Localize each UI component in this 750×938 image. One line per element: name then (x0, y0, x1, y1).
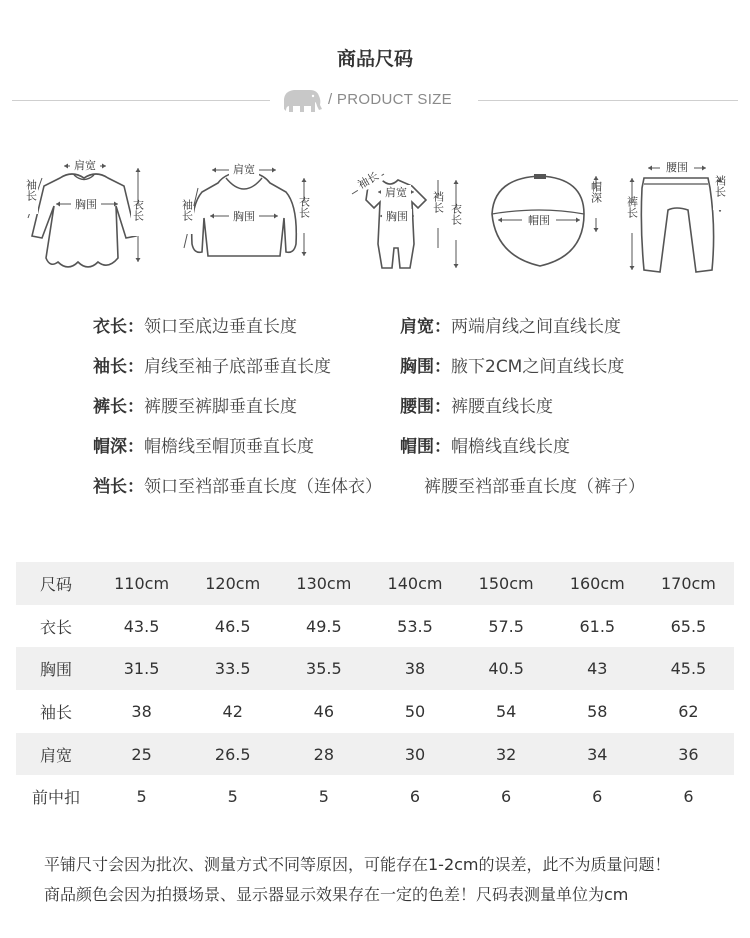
sweater-shoulder-label: 肩宽 (233, 163, 255, 176)
table-cell: 衣长 (39, 617, 72, 637)
table-cell: 58 (587, 701, 608, 721)
table-cell: 40.5 (488, 659, 524, 679)
dress-chest-label: 胸围 (75, 198, 97, 211)
table-cell: 袖长 (39, 702, 72, 722)
table-header-row (16, 562, 734, 605)
sweater-length-label: 衣长 (297, 196, 311, 218)
definition-row (0, 312, 750, 338)
romper-chest-label: 胸围 (386, 210, 408, 223)
table-cell: 42 (222, 701, 243, 721)
sweater-figure (168, 148, 318, 283)
table-cell: 5 (136, 787, 147, 807)
table-cell: 43.5 (123, 616, 160, 636)
table-cell: 肩宽 (39, 745, 72, 765)
dress-figure (20, 148, 150, 283)
definition-item: 裤腰至裆部垂直长度（裤子） (424, 477, 645, 497)
pants-figure (620, 148, 730, 283)
romper-shoulder-label: 肩宽 (385, 186, 407, 199)
size-table (16, 562, 734, 818)
pants-length-label: 裤长 (625, 196, 639, 218)
hat-depth-label: 帽深 (589, 181, 603, 203)
definition-item: 肩宽：两端肩线之间直线长度 (400, 317, 621, 337)
table-cell: 61.5 (579, 616, 616, 636)
table-cell: 53.5 (397, 616, 433, 636)
table-cell: 57.5 (488, 616, 524, 636)
table-cell: 46.5 (214, 616, 251, 636)
table-row (16, 647, 734, 690)
table-cell: 33.5 (214, 659, 251, 679)
table-cell: 26.5 (214, 744, 251, 764)
table-cell: 36 (678, 744, 699, 764)
subtitle: / PRODUCT SIZE (328, 91, 452, 108)
sweater-chest-label: 胸围 (233, 210, 255, 223)
table-cell: 45.5 (670, 659, 707, 679)
table-cell: 6 (683, 787, 694, 807)
table-cell: 5 (318, 787, 329, 807)
measurement-figures (20, 148, 730, 288)
table-header-cell: 120cm (205, 573, 261, 593)
romper-sleeve-label: 袖长 (355, 169, 382, 192)
table-cell: 31.5 (123, 659, 160, 679)
definition-item: 胸围：腋下2CM之间直线长度 (400, 357, 625, 377)
table-row (16, 690, 734, 733)
table-cell: 6 (409, 787, 421, 807)
page-title: 商品尺码 (336, 48, 413, 70)
table-header-cell: 150cm (478, 573, 534, 593)
definition-item: 裆长：领口至裆部垂直长度（连体衣） (93, 477, 382, 497)
table-cell: 54 (495, 701, 517, 721)
definition-row (0, 432, 750, 458)
table-cell: 38 (404, 659, 426, 679)
table-header-cell: 110cm (114, 573, 170, 593)
table-cell: 43 (587, 659, 608, 679)
definition-item: 帽深：帽檐线至帽顶垂直长度 (93, 437, 314, 457)
pants-crotch-label: 裆长 (713, 175, 727, 197)
table-row (16, 775, 734, 818)
pants-waist-label: 腰围 (666, 161, 688, 174)
romper-length-label: 衣长 (449, 203, 463, 225)
table-cell: 34 (587, 744, 608, 764)
table-cell: 前中扣 (31, 788, 80, 808)
table-cell: 65.5 (670, 616, 707, 636)
table-cell: 35.5 (306, 659, 342, 679)
table-cell: 38 (131, 701, 152, 721)
divider-right (478, 100, 738, 101)
dress-shoulder-label: 肩宽 (74, 159, 96, 172)
sweater-sleeve-label: 袖长 (180, 199, 194, 221)
table-header-cell: 140cm (387, 573, 443, 593)
notes (44, 850, 671, 910)
table-cell: 50 (404, 701, 426, 721)
table-cell: 25 (131, 744, 152, 764)
dress-length-label: 衣长 (131, 199, 145, 221)
table-header-cell: 130cm (296, 573, 352, 593)
elephant-icon (280, 87, 324, 115)
hat-figure (484, 148, 604, 283)
table-cell: 32 (495, 744, 517, 764)
definition-row (0, 472, 750, 498)
definition-row (0, 352, 750, 378)
dress-sleeve-label: 袖长 (24, 179, 38, 201)
table-row (16, 733, 734, 776)
table-cell: 6 (501, 787, 512, 807)
definition-item: 袖长：肩线至袖子底部垂直长度 (93, 357, 331, 377)
hat-circumference-label: 帽围 (528, 214, 550, 227)
table-cell: 5 (227, 787, 238, 807)
table-cell: 6 (592, 787, 603, 807)
subtitle-row (0, 86, 750, 116)
definition-item: 帽围：帽檐线直线长度 (400, 437, 570, 457)
table-cell: 胸围 (39, 660, 72, 680)
table-cell: 62 (678, 701, 699, 721)
romper-figure (332, 148, 472, 283)
table-row (16, 605, 734, 648)
note-line: 商品颜色会因为拍摄场景、显示器显示效果存在一定的色差！尺码表测量单位为cm (44, 885, 629, 904)
romper-crotch-label: 裆长 (431, 191, 445, 213)
divider-left (12, 100, 270, 101)
table-header-cell: 170cm (660, 573, 716, 593)
table-header-cell: 160cm (569, 573, 625, 593)
table-cell: 46 (313, 701, 335, 721)
definition-item: 衣长：领口至底边垂直长度 (93, 317, 297, 337)
table-cell: 49.5 (306, 616, 342, 636)
table-cell: 30 (404, 744, 426, 764)
definition-item: 腰围：裤腰直线长度 (400, 397, 553, 417)
table-header-cell: 尺码 (39, 574, 72, 594)
table-cell: 28 (313, 744, 335, 764)
definition-row (0, 392, 750, 418)
note-line: 平铺尺寸会因为批次、测量方式不同等原因，可能存在1-2cm的误差，此不为质量问题！ (44, 855, 671, 874)
definition-item: 裤长：裤腰至裤脚垂直长度 (93, 397, 297, 417)
